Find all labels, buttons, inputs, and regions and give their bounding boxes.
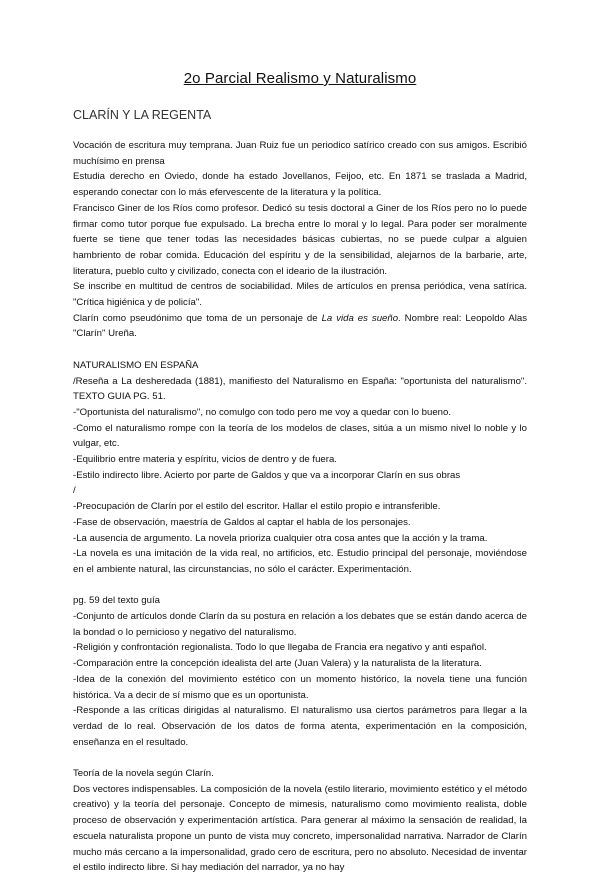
naturalismo-item: -La ausencia de argumento. La novela prioriza cualquier otra cosa antes que la acción y la trama. bbox=[73, 532, 488, 544]
naturalismo-item: -"Oportunista del naturalismo", no comulgo con todo pero me voy a quedar con lo bueno. bbox=[73, 406, 451, 418]
work-title-italic: La vida es sueño bbox=[321, 312, 399, 324]
naturalismo-heading: NATURALISMO EN ESPAÑA bbox=[73, 359, 199, 371]
pseudonym-text-before: Clarín como pseudónimo que toma de un personaje de bbox=[73, 312, 322, 324]
pg59-item: -Idea de la conexión del movimiento estético con un momento histórico, la novela tiene una función histórica. Va a decir de sí mismo que es un oportunista. bbox=[73, 673, 527, 701]
naturalismo-item: -Equilibrio entre materia y espíritu, vicios de dentro y de fuera. bbox=[73, 454, 337, 466]
pseudonym-text-after: . Nombre real: Leopoldo Alas "Clarín" Ureña. bbox=[73, 312, 528, 340]
naturalismo-item: / bbox=[73, 485, 76, 497]
intro-paragraph: Se inscribe en multitud de centros de sociabilidad. Miles de artículos en prensa periódica, vena satírica. "Crítica higiénica y de policía". bbox=[73, 281, 527, 309]
naturalismo-block bbox=[73, 358, 527, 578]
pg59-item: -Religión y confrontación regionalista. Todo lo que llegaba de Francia era negativo y anti español. bbox=[73, 642, 487, 654]
intro-paragraph: Estudia derecho en Oviedo, donde ha estado Jovellanos, Feijoo, etc. En 1871 se traslada a Madrid, esperando conectar con lo más efervescente de la literatura y la política. bbox=[73, 171, 527, 199]
intro-paragraph: Vocación de escritura muy temprana. Juan Ruiz fue un periodico satírico creado con sus amigos. Escribió muchísimo en prensa bbox=[73, 140, 527, 167]
naturalismo-item: -Preocupación de Clarín por el estilo del escritor. Hallar el estilo propio e intransferible. bbox=[73, 501, 441, 513]
pg59-item: -Responde a las críticas dirigidas al naturalismo. El naturalismo usa ciertos parámetros para llegar a la verdad de lo real. Observación de los datos de forma atenta, experimentación en la composición, enseñanza en el resultado. bbox=[73, 705, 527, 748]
teoria-block bbox=[73, 766, 527, 876]
intro-paragraph: Francisco Giner de los Ríos como profesor. Dedicó su tesis doctoral a Giner de los Ríos pero no lo puede firmar como tutor porque fue expulsado. La brecha entre lo moral y lo legal. Para poder ser moralmente fuerte se tiene que tener todas las necesidades básicas cubiertas, no se puede culpar a alguien hambriento de robar comida. Educación del espíritu y de la sensibilidad, alejarnos de la barbarie, arte, literatura, pueblo culto y civilizado, conecta con el ideario de la ilustración. bbox=[73, 202, 527, 277]
naturalismo-item: -Como el naturalismo rompe con la teoría de los modelos de clases, sitúa a un mismo nivel lo noble y lo vulgar, etc. bbox=[73, 422, 527, 450]
section-title-clarin: CLARÍN Y LA REGENTA bbox=[73, 108, 212, 122]
pg59-item: -Conjunto de artículos donde Clarín da su postura en relación a los debates que se están dando acerca de la bondad o lo pernicioso y negativo del naturalismo. bbox=[73, 611, 527, 638]
teoria-heading: Teoría de la novela según Clarín. bbox=[73, 768, 214, 780]
naturalismo-item: -La novela es una imitación de la vida real, no artificios, etc. Estudio principal del personaje, moviéndose en el ambiente natural, las circunstancias, no sólo el carácter. Experimentación. bbox=[73, 548, 527, 575]
intro-block bbox=[73, 138, 527, 342]
naturalismo-item: -Fase de observación, maestría de Galdos al captar el habla de los personajes. bbox=[73, 516, 411, 528]
pg59-block bbox=[73, 593, 527, 750]
teoria-paragraph: Dos vectores indispensables. La composición de la novela (estilo literario, movimiento estético y el método creativo) y la teoría del personaje. Concepto de mimesis, naturalismo como movimiento realista, doble proceso de observación y experimentación artística. Para generar al máximo la sensación de realidad, la escuela naturalista propone un punto de vista muy concreto, impersonalidad narrativa. Narrador de Clarín mucho más cercano a la impersonalidad, grado cero de escritura, pero no absoluto. Necesidad de inventar el estilo indirecto libre. Si hay mediación del narrador, ya no hay bbox=[73, 783, 527, 874]
naturalismo-item: /Reseña a La desheredada (1881), manifiesto del Naturalismo en España: "oportunista del naturalismo". TEXTO GUIA PG. 51. bbox=[73, 375, 527, 403]
naturalismo-item: -Estilo indirecto libre. Acierto por parte de Galdos y que va a incorporar Clarín en sus obras bbox=[73, 469, 461, 481]
pg59-heading: pg. 59 del texto guía bbox=[73, 595, 160, 607]
document-page bbox=[73, 70, 527, 876]
pg59-item: -Comparación entre la concepción idealista del arte (Juan Valera) y la naturalista de la literatura. bbox=[73, 658, 482, 670]
document-title: 2o Parcial Realismo y Naturalismo bbox=[183, 70, 417, 87]
pseudonym-paragraph bbox=[73, 311, 527, 342]
